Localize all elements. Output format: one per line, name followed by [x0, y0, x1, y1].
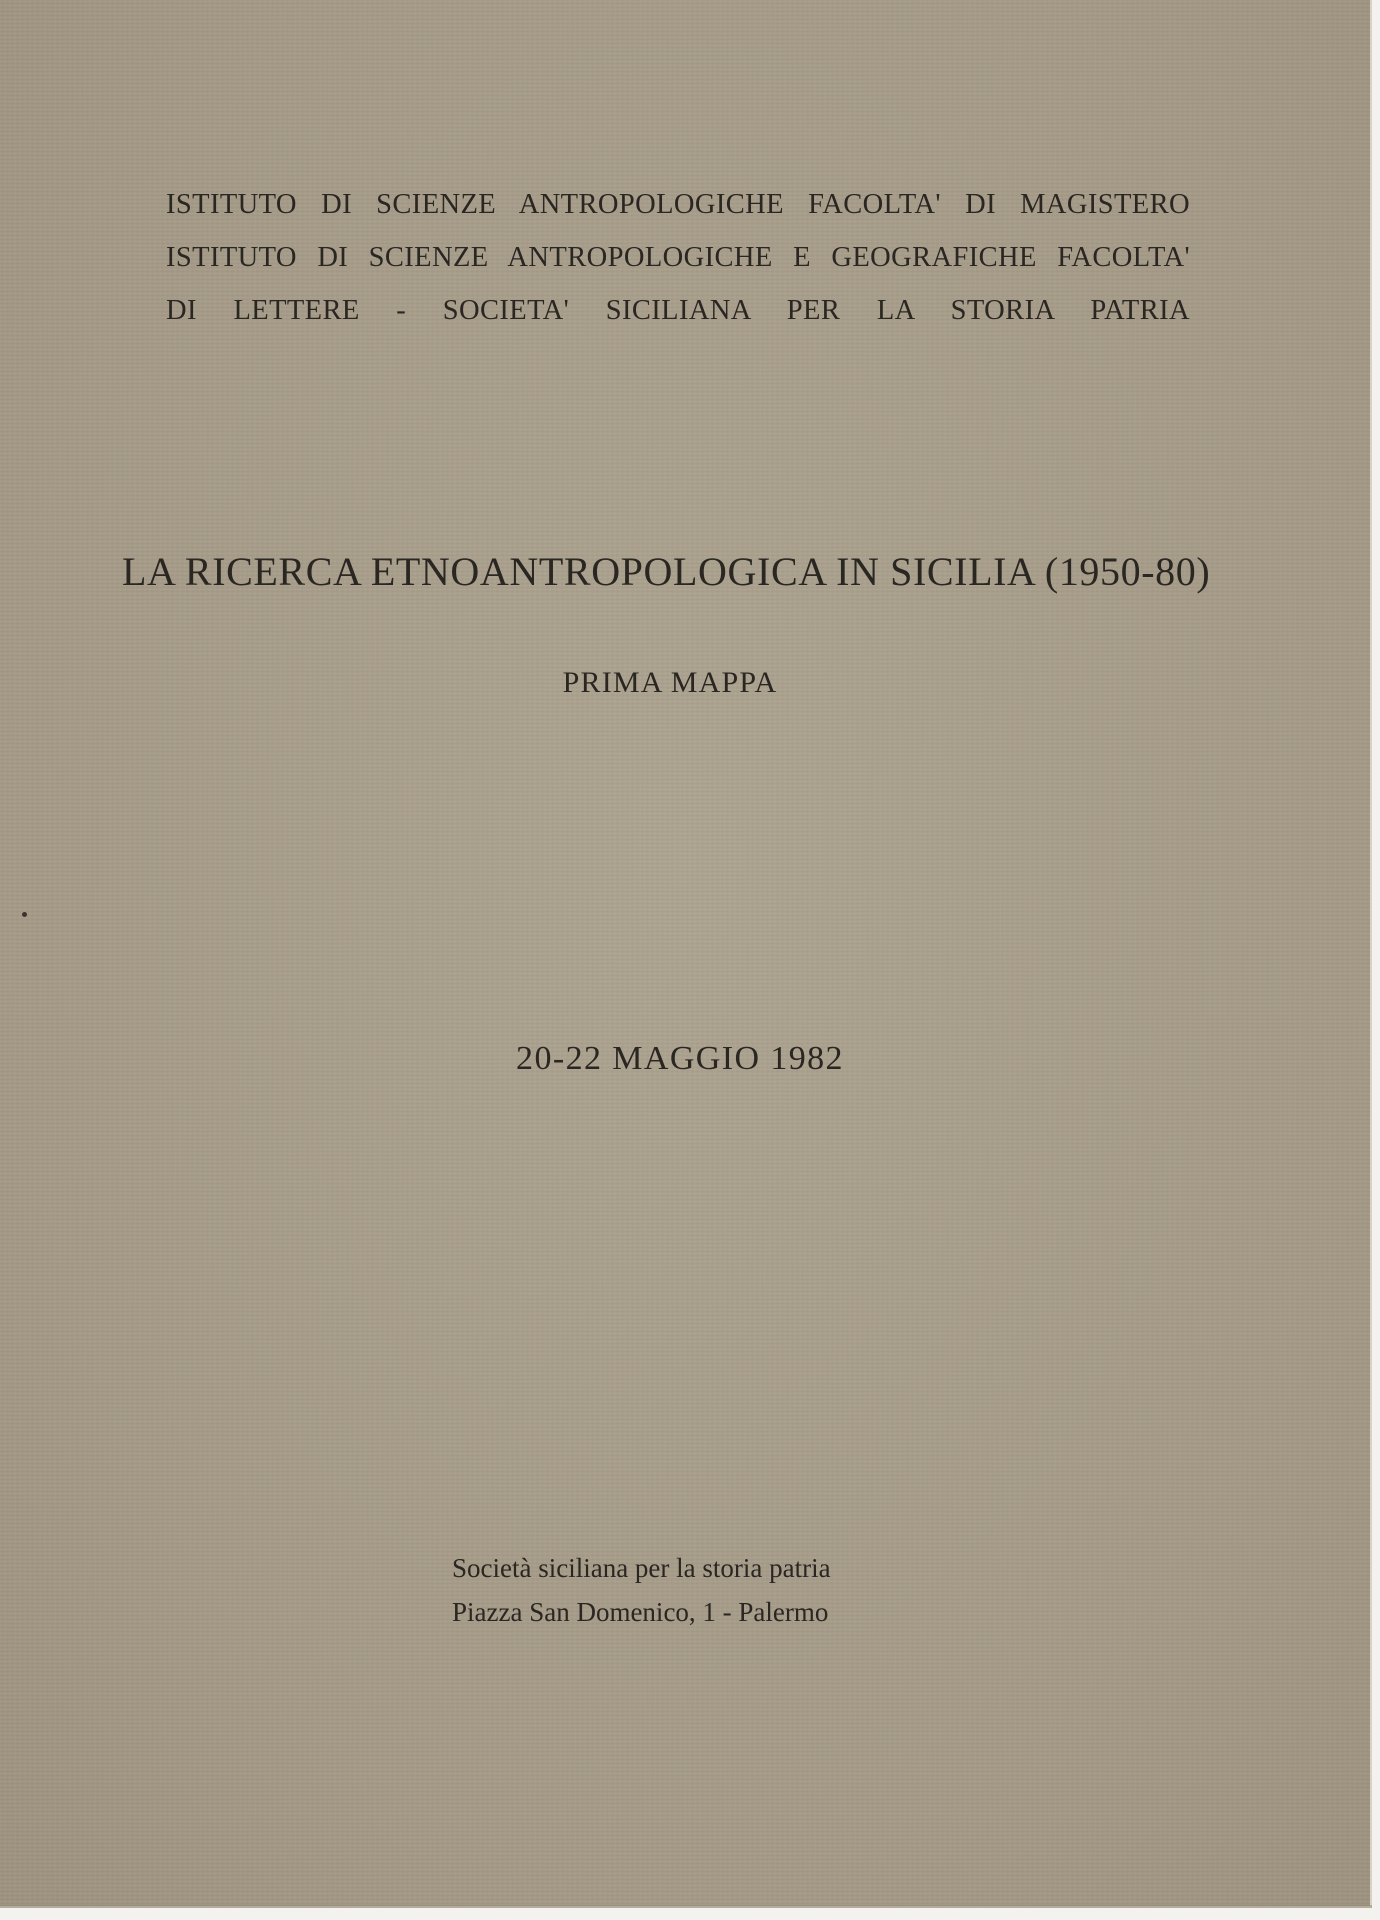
paper-edge — [0, 1905, 1372, 1908]
header-line-3: DI LETTERE - SOCIETA' SICILIANA PER LA STORIA PATRIA — [166, 295, 1190, 326]
header-line-1: ISTITUTO DI SCIENZE ANTROPOLOGICHE FACOLTA' DI MAGISTERO — [166, 189, 1190, 220]
publisher-block — [452, 1546, 912, 1634]
header-line-2: ISTITUTO DI SCIENZE ANTROPOLOGICHE E GEOGRAFICHE FACOLTA' — [166, 242, 1190, 273]
paper-speck — [22, 912, 27, 917]
document-subtitle: PRIMA MAPPA — [562, 666, 778, 699]
document-title: LA RICERCA ETNOANTROPOLOGICA IN SICILIA (1950-80) — [122, 549, 1211, 594]
publisher-name: Società siciliana per la storia patria — [452, 1553, 831, 1583]
event-date: 20-22 MAGGIO 1982 — [516, 1040, 844, 1077]
publisher-address: Piazza San Domenico, 1 - Palermo — [452, 1597, 829, 1627]
institution-header — [166, 178, 1190, 337]
